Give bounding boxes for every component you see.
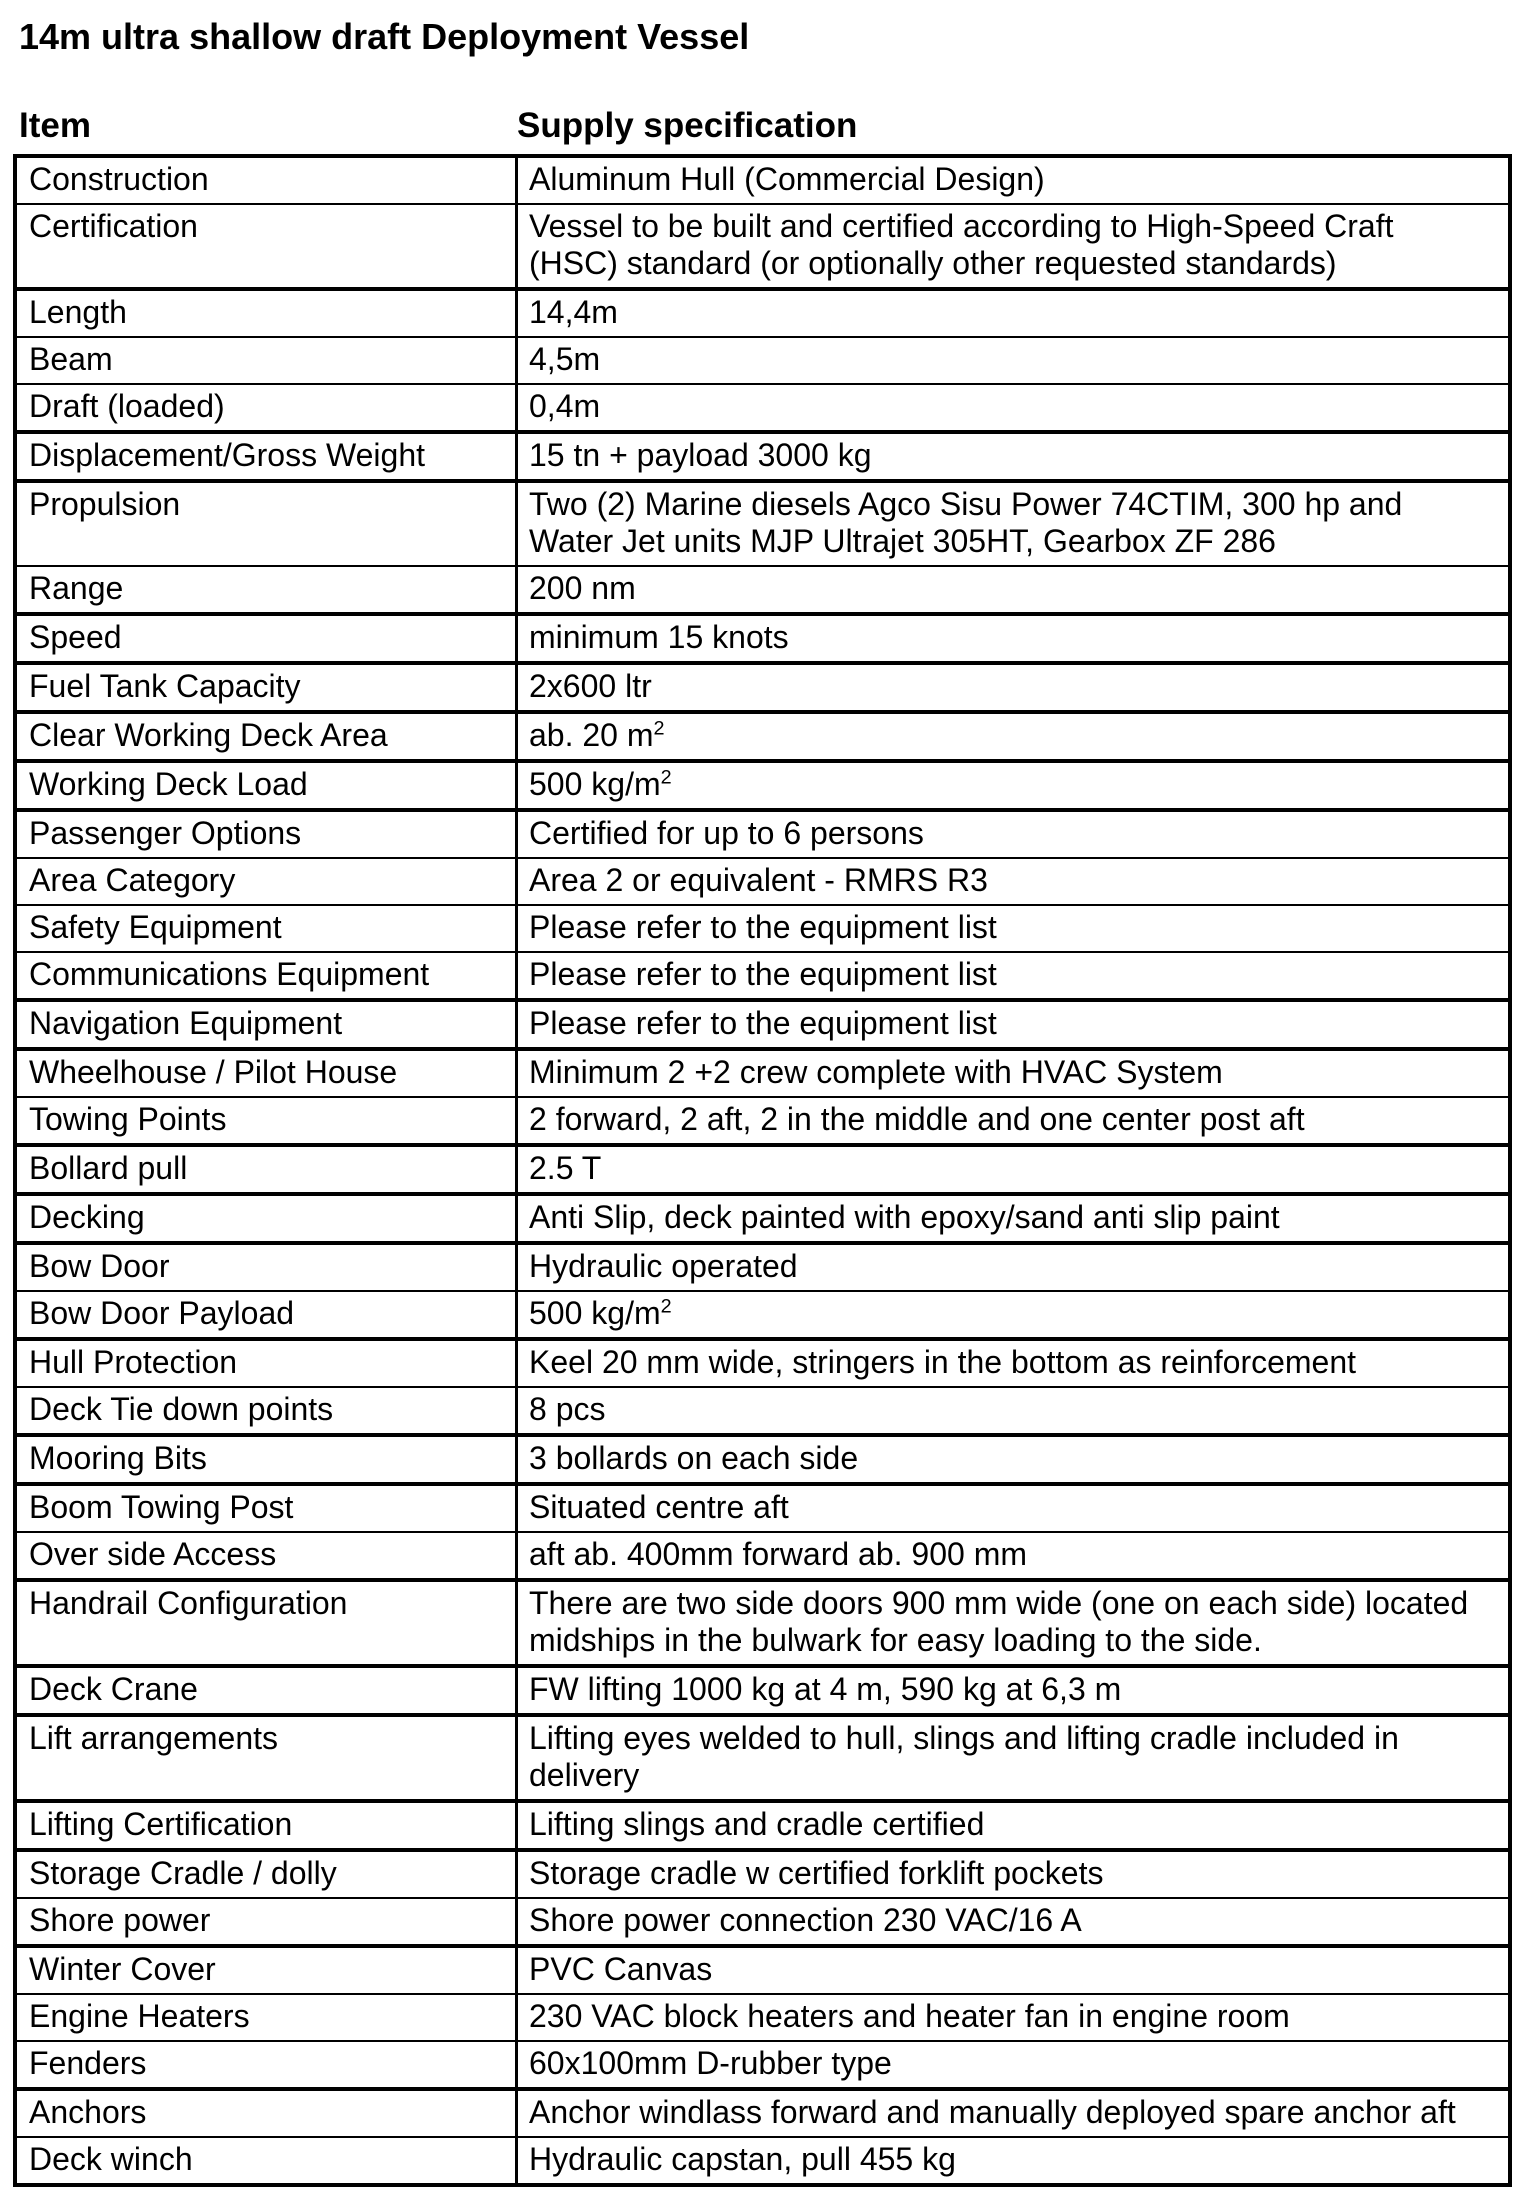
item-label: Area Category <box>29 862 236 898</box>
table-row <box>17 1482 1508 1531</box>
spec-text: 2x600 ltr <box>529 668 652 704</box>
spec-cell <box>515 665 1508 710</box>
superscript: 2 <box>660 1295 672 1318</box>
spec-text: 0,4m <box>529 388 601 424</box>
spec-text-line: Lifting eyes welded to hull, slings and lifting cradle included in <box>529 1720 1399 1756</box>
spec-text-line: delivery <box>529 1757 640 1793</box>
item-cell <box>17 1582 515 1664</box>
spec-text-line: midships in the bulwark for easy loading to the side. <box>529 1622 1262 1658</box>
spec-cell <box>515 1803 1508 1848</box>
spec-text: 14,4m <box>529 294 618 330</box>
table-row <box>17 1799 1508 1848</box>
spec-cell <box>515 1292 1508 1337</box>
table-row <box>17 287 1508 336</box>
spec-cell <box>515 1582 1508 1664</box>
item-cell <box>17 291 515 336</box>
item-label: Communications Equipment <box>29 956 430 992</box>
item-label: Bollard pull <box>29 1150 188 1186</box>
item-label: Lift arrangements <box>29 1720 279 1756</box>
item-cell <box>17 1717 515 1799</box>
spec-cell <box>515 953 1508 998</box>
item-cell <box>17 953 515 998</box>
table-row <box>17 1993 1508 2040</box>
item-label: Clear Working Deck Area <box>29 717 388 753</box>
column-headers <box>13 106 1512 146</box>
table-row <box>17 2136 1508 2183</box>
item-cell <box>17 567 515 612</box>
item-cell <box>17 1948 515 1993</box>
table-row <box>17 479 1508 565</box>
item-cell <box>17 483 515 565</box>
header-supply-specification: Supply specification <box>517 106 858 145</box>
spec-text: 2.5 T <box>529 1150 602 1186</box>
table-row <box>17 2087 1508 2136</box>
spec-cell <box>515 763 1508 808</box>
item-label: Shore power <box>29 1902 211 1938</box>
item-cell <box>17 1486 515 1531</box>
spec-text: aft ab. 400mm forward ab. 900 mm <box>529 1536 1027 1572</box>
item-label: Storage Cradle / dolly <box>29 1855 337 1891</box>
table-row <box>17 1531 1508 1578</box>
spec-text: Aluminum Hull (Commercial Design) <box>529 161 1045 197</box>
spec-cell <box>515 1196 1508 1241</box>
table-row <box>17 1047 1508 1096</box>
item-label: Navigation Equipment <box>29 1005 343 1041</box>
item-cell <box>17 1002 515 1047</box>
item-cell <box>17 385 515 430</box>
spec-cell <box>515 1002 1508 1047</box>
item-label: Range <box>29 570 124 606</box>
item-label: Wheelhouse / Pilot House <box>29 1054 398 1090</box>
spec-text: Lifting slings and cradle certified <box>529 1806 985 1842</box>
spec-cell <box>515 906 1508 951</box>
spec-text-line: Two (2) Marine diesels Agco Sisu Power 74CTIM, 300 hp and <box>529 486 1403 522</box>
spec-cell <box>515 338 1508 383</box>
spec-text: 500 kg/m <box>529 1295 661 1331</box>
table-row <box>17 2040 1508 2087</box>
table-row <box>17 710 1508 759</box>
item-cell <box>17 812 515 857</box>
spec-cell <box>515 1668 1508 1713</box>
spec-text-line: (HSC) standard (or optionally other requested standards) <box>529 245 1337 281</box>
spec-text: minimum 15 knots <box>529 619 789 655</box>
item-label: Towing Points <box>29 1101 227 1137</box>
table-row <box>17 203 1508 287</box>
spec-text: ab. 20 m <box>529 717 654 753</box>
spec-text: Hydraulic capstan, pull 455 kg <box>529 2141 956 2177</box>
table-row <box>17 612 1508 661</box>
spec-text: Hydraulic operated <box>529 1248 798 1284</box>
table-row <box>17 661 1508 710</box>
item-cell <box>17 1668 515 1713</box>
table-row <box>17 1713 1508 1799</box>
item-cell <box>17 1995 515 2040</box>
spec-cell <box>515 385 1508 430</box>
spec-text: 3 bollards on each side <box>529 1440 859 1476</box>
item-label: Bow Door <box>29 1248 170 1284</box>
item-label: Fenders <box>29 2045 147 2081</box>
spec-text: 500 kg/m <box>529 766 661 802</box>
table-row <box>17 1241 1508 1290</box>
item-cell <box>17 2042 515 2087</box>
item-cell <box>17 1803 515 1848</box>
item-label: Decking <box>29 1199 145 1235</box>
page-title: 14m ultra shallow draft Deployment Vessel <box>19 16 750 57</box>
item-cell <box>17 338 515 383</box>
spec-text: Anchor windlass forward and manually deployed spare anchor aft <box>529 2094 1456 2130</box>
table-row <box>17 1664 1508 1713</box>
item-cell <box>17 616 515 661</box>
item-label: Working Deck Load <box>29 766 308 802</box>
spec-text: Anti Slip, deck painted with epoxy/sand anti slip paint <box>529 1199 1280 1235</box>
spec-cell <box>515 1341 1508 1386</box>
spec-cell <box>515 714 1508 759</box>
item-label: Speed <box>29 619 122 655</box>
item-label: Bow Door Payload <box>29 1295 295 1331</box>
item-label: Safety Equipment <box>29 909 282 945</box>
item-cell <box>17 434 515 479</box>
spec-text: 8 pcs <box>529 1391 606 1427</box>
item-label: Deck Crane <box>29 1671 198 1707</box>
spec-text: 15 tn + payload 3000 kg <box>529 437 872 473</box>
item-cell <box>17 763 515 808</box>
item-cell <box>17 158 515 203</box>
item-cell <box>17 1245 515 1290</box>
item-cell <box>17 1388 515 1433</box>
spec-cell <box>515 205 1508 287</box>
item-cell <box>17 1437 515 1482</box>
table-row <box>17 565 1508 612</box>
spec-text: 4,5m <box>529 341 601 377</box>
spec-text: 60x100mm D-rubber type <box>529 2045 892 2081</box>
table-row <box>17 1944 1508 1993</box>
item-cell <box>17 1147 515 1192</box>
item-cell <box>17 1292 515 1337</box>
table-row <box>17 1897 1508 1944</box>
spec-text-line: Vessel to be built and certified according to High-Speed Craft <box>529 208 1394 244</box>
spec-table <box>13 154 1512 2187</box>
item-cell <box>17 1196 515 1241</box>
item-label: Over side Access <box>29 1536 277 1572</box>
spec-text: FW lifting 1000 kg at 4 m, 590 kg at 6,3 m <box>529 1671 1122 1707</box>
item-label: Passenger Options <box>29 815 302 851</box>
item-label: Deck Tie down points <box>29 1391 334 1427</box>
item-cell <box>17 859 515 904</box>
spec-cell <box>515 567 1508 612</box>
spec-text: 200 nm <box>529 570 636 606</box>
spec-text: Please refer to the equipment list <box>529 956 997 992</box>
spec-cell <box>515 2138 1508 2183</box>
spec-text: 230 VAC block heaters and heater fan in engine room <box>529 1998 1290 2034</box>
spec-text: Shore power connection 230 VAC/16 A <box>529 1902 1082 1938</box>
item-cell <box>17 714 515 759</box>
superscript: 2 <box>660 766 672 789</box>
spec-cell <box>515 1051 1508 1096</box>
item-label: Deck winch <box>29 2141 193 2177</box>
item-cell <box>17 665 515 710</box>
item-label: Fuel Tank Capacity <box>29 668 301 704</box>
item-cell <box>17 1533 515 1578</box>
table-row <box>17 430 1508 479</box>
item-label: Construction <box>29 161 209 197</box>
table-row <box>17 998 1508 1047</box>
spec-cell <box>515 1245 1508 1290</box>
item-cell <box>17 1899 515 1944</box>
item-cell <box>17 906 515 951</box>
table-row <box>17 1578 1508 1664</box>
table-row <box>17 759 1508 808</box>
spec-cell <box>515 1533 1508 1578</box>
spec-cell <box>515 1437 1508 1482</box>
spec-cell <box>515 291 1508 336</box>
item-cell <box>17 1852 515 1897</box>
spec-cell <box>515 2042 1508 2087</box>
spec-text-line: Water Jet units MJP Ultrajet 305HT, Gearbox ZF 286 <box>529 523 1276 559</box>
spec-cell <box>515 158 1508 203</box>
item-cell <box>17 2091 515 2136</box>
item-label: Mooring Bits <box>29 1440 207 1476</box>
item-label: Anchors <box>29 2094 147 2130</box>
item-cell <box>17 205 515 287</box>
table-row <box>17 1848 1508 1897</box>
table-row <box>17 1096 1508 1143</box>
spec-text: Storage cradle w certified forklift pockets <box>529 1855 1104 1891</box>
table-row <box>17 383 1508 430</box>
table-row <box>17 857 1508 904</box>
spec-cell <box>515 483 1508 565</box>
header-item: Item <box>19 106 91 145</box>
spec-cell <box>515 1948 1508 1993</box>
table-row <box>17 904 1508 951</box>
item-label: Beam <box>29 341 113 377</box>
item-label: Displacement/Gross Weight <box>29 437 425 473</box>
spec-cell <box>515 616 1508 661</box>
spec-text: PVC Canvas <box>529 1951 713 1987</box>
table-row <box>17 1337 1508 1386</box>
spec-text: Keel 20 mm wide, stringers in the bottom as reinforcement <box>529 1344 1357 1380</box>
spec-text: Area 2 or equivalent - RMRS R3 <box>529 862 988 898</box>
table-row <box>17 951 1508 998</box>
table-row <box>17 1192 1508 1241</box>
item-cell <box>17 2138 515 2183</box>
spec-text: 2 forward, 2 aft, 2 in the middle and one center post aft <box>529 1101 1305 1137</box>
spec-text: Minimum 2 +2 crew complete with HVAC System <box>529 1054 1223 1090</box>
spec-text: Please refer to the equipment list <box>529 1005 997 1041</box>
item-label: Lifting Certification <box>29 1806 293 1842</box>
spec-cell <box>515 812 1508 857</box>
table-row <box>17 1433 1508 1482</box>
spec-cell <box>515 1995 1508 2040</box>
spec-cell <box>515 859 1508 904</box>
item-label: Boom Towing Post <box>29 1489 294 1525</box>
item-label: Certification <box>29 208 198 244</box>
spec-cell <box>515 1486 1508 1531</box>
spec-cell <box>515 1388 1508 1433</box>
item-label: Length <box>29 294 127 330</box>
item-cell <box>17 1098 515 1143</box>
spec-cell <box>515 434 1508 479</box>
item-label: Engine Heaters <box>29 1998 250 2034</box>
item-label: Propulsion <box>29 486 181 522</box>
table-row <box>17 808 1508 857</box>
table-row <box>17 1143 1508 1192</box>
spec-cell <box>515 1147 1508 1192</box>
spec-text: Certified for up to 6 persons <box>529 815 924 851</box>
superscript: 2 <box>653 717 665 740</box>
table-row <box>17 1290 1508 1337</box>
item-label: Draft (loaded) <box>29 388 225 424</box>
spec-text: Please refer to the equipment list <box>529 909 997 945</box>
item-label: Handrail Configuration <box>29 1585 348 1621</box>
table-row <box>17 336 1508 383</box>
item-cell <box>17 1051 515 1096</box>
item-cell <box>17 1341 515 1386</box>
spec-text-line: There are two side doors 900 mm wide (one on each side) located <box>529 1585 1469 1621</box>
spec-cell <box>515 1852 1508 1897</box>
table-row <box>17 1386 1508 1433</box>
spec-cell <box>515 1717 1508 1799</box>
item-label: Winter Cover <box>29 1951 216 1987</box>
table-row <box>17 158 1508 203</box>
spec-cell <box>515 1899 1508 1944</box>
spec-cell <box>515 1098 1508 1143</box>
item-label: Hull Protection <box>29 1344 238 1380</box>
spec-text: Situated centre aft <box>529 1489 789 1525</box>
spec-cell <box>515 2091 1508 2136</box>
